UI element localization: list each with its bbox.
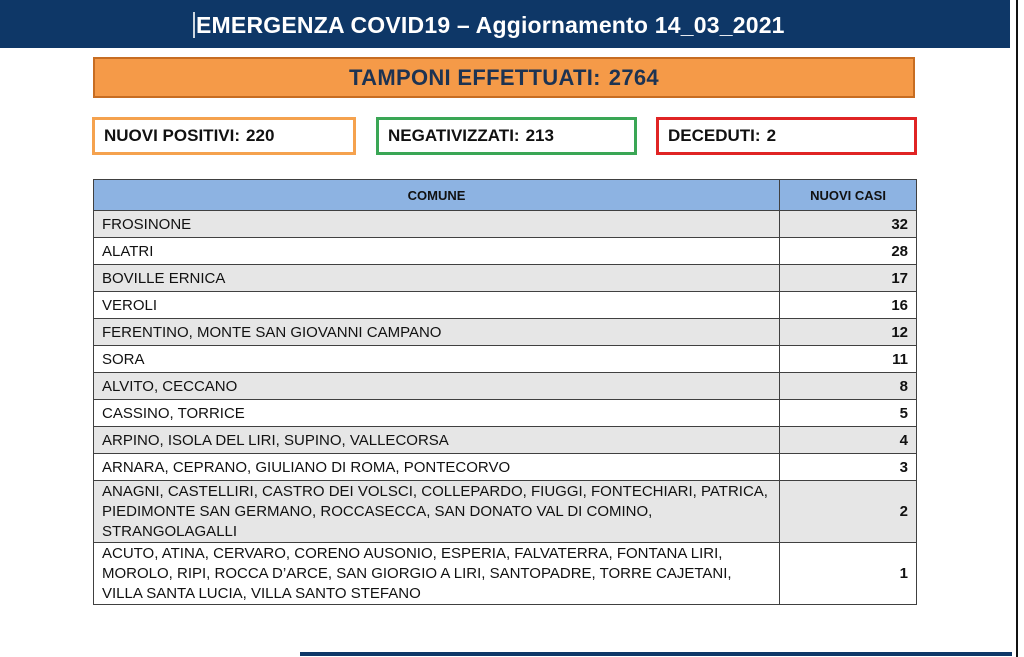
tamponi-value: 2764 — [608, 65, 659, 90]
nuovi-positivi-value: 220 — [246, 126, 275, 145]
table-row — [94, 400, 917, 427]
table-row — [94, 319, 917, 346]
cases-cell: 3 — [780, 454, 917, 481]
table-row — [94, 265, 917, 292]
cases-cell: 28 — [780, 238, 917, 265]
cases-cell: 11 — [780, 346, 917, 373]
comune-cell: ALATRI — [94, 238, 780, 265]
header-bar — [0, 0, 1010, 48]
comune-cell: BOVILLE ERNICA — [94, 265, 780, 292]
cases-cell: 16 — [780, 292, 917, 319]
cases-cell: 2 — [780, 481, 917, 543]
cases-cell: 4 — [780, 427, 917, 454]
text-cursor — [193, 12, 195, 38]
page-title: EMERGENZA COVID19 – Aggiornamento 14_03_2021 — [196, 12, 785, 38]
cases-cell: 12 — [780, 319, 917, 346]
deceduti-box — [656, 117, 917, 155]
header-comune: COMUNE — [94, 180, 780, 211]
table-header-row — [94, 180, 917, 211]
header-nuovi-casi: NUOVI CASI — [780, 180, 917, 211]
deceduti-value: 2 — [766, 126, 777, 145]
comune-cell: ALVITO, CECCANO — [94, 373, 780, 400]
comune-cell: CASSINO, TORRICE — [94, 400, 780, 427]
comune-cell: ARNARA, CEPRANO, GIULIANO DI ROMA, PONTECORVO — [94, 454, 780, 481]
cases-cell: 1 — [780, 543, 917, 605]
bottom-bar — [300, 652, 1012, 656]
table-row — [94, 346, 917, 373]
table-row — [94, 427, 917, 454]
table-row — [94, 238, 917, 265]
deceduti-label: DECEDUTI: — [668, 126, 761, 145]
negativizzati-value: 213 — [525, 126, 554, 145]
comune-cell: ANAGNI, CASTELLIRI, CASTRO DEI VOLSCI, COLLEPARDO, FIUGGI, FONTECHIARI, PATRICA, PIEDIMONTE SAN GERMANO, ROCCASECCA, SAN DONATO VAL DI COMINO, STRANGOLAGALLI — [94, 481, 780, 543]
cases-cell: 8 — [780, 373, 917, 400]
right-divider — [1016, 0, 1018, 657]
table-row — [94, 454, 917, 481]
tamponi-label: TAMPONI EFFETTUATI: — [349, 65, 601, 90]
negativizzati-label: NEGATIVIZZATI: — [388, 126, 520, 145]
table-row — [94, 373, 917, 400]
cases-cell: 5 — [780, 400, 917, 427]
table-row — [94, 543, 917, 605]
comune-cell: ARPINO, ISOLA DEL LIRI, SUPINO, VALLECORSA — [94, 427, 780, 454]
cases-cell: 17 — [780, 265, 917, 292]
negativizzati-box — [376, 117, 637, 155]
nuovi-positivi-box — [92, 117, 356, 155]
cases-table — [93, 179, 917, 605]
cases-cell: 32 — [780, 211, 917, 238]
tamponi-banner — [93, 57, 915, 98]
comune-cell: ACUTO, ATINA, CERVARO, CORENO AUSONIO, ESPERIA, FALVATERRA, FONTANA LIRI, MOROLO, RIPI, ROCCA D’ARCE, SAN GIORGIO A LIRI, SANTOPADRE, TORRE CAJETANI, VILLA SANTA LUCIA, VILLA SANTO STEFANO — [94, 543, 780, 605]
table-row — [94, 481, 917, 543]
comune-cell: FROSINONE — [94, 211, 780, 238]
nuovi-positivi-label: NUOVI POSITIVI: — [104, 126, 241, 145]
table-row — [94, 211, 917, 238]
comune-cell: SORA — [94, 346, 780, 373]
comune-cell: VEROLI — [94, 292, 780, 319]
table-row — [94, 292, 917, 319]
comune-cell: FERENTINO, MONTE SAN GIOVANNI CAMPANO — [94, 319, 780, 346]
